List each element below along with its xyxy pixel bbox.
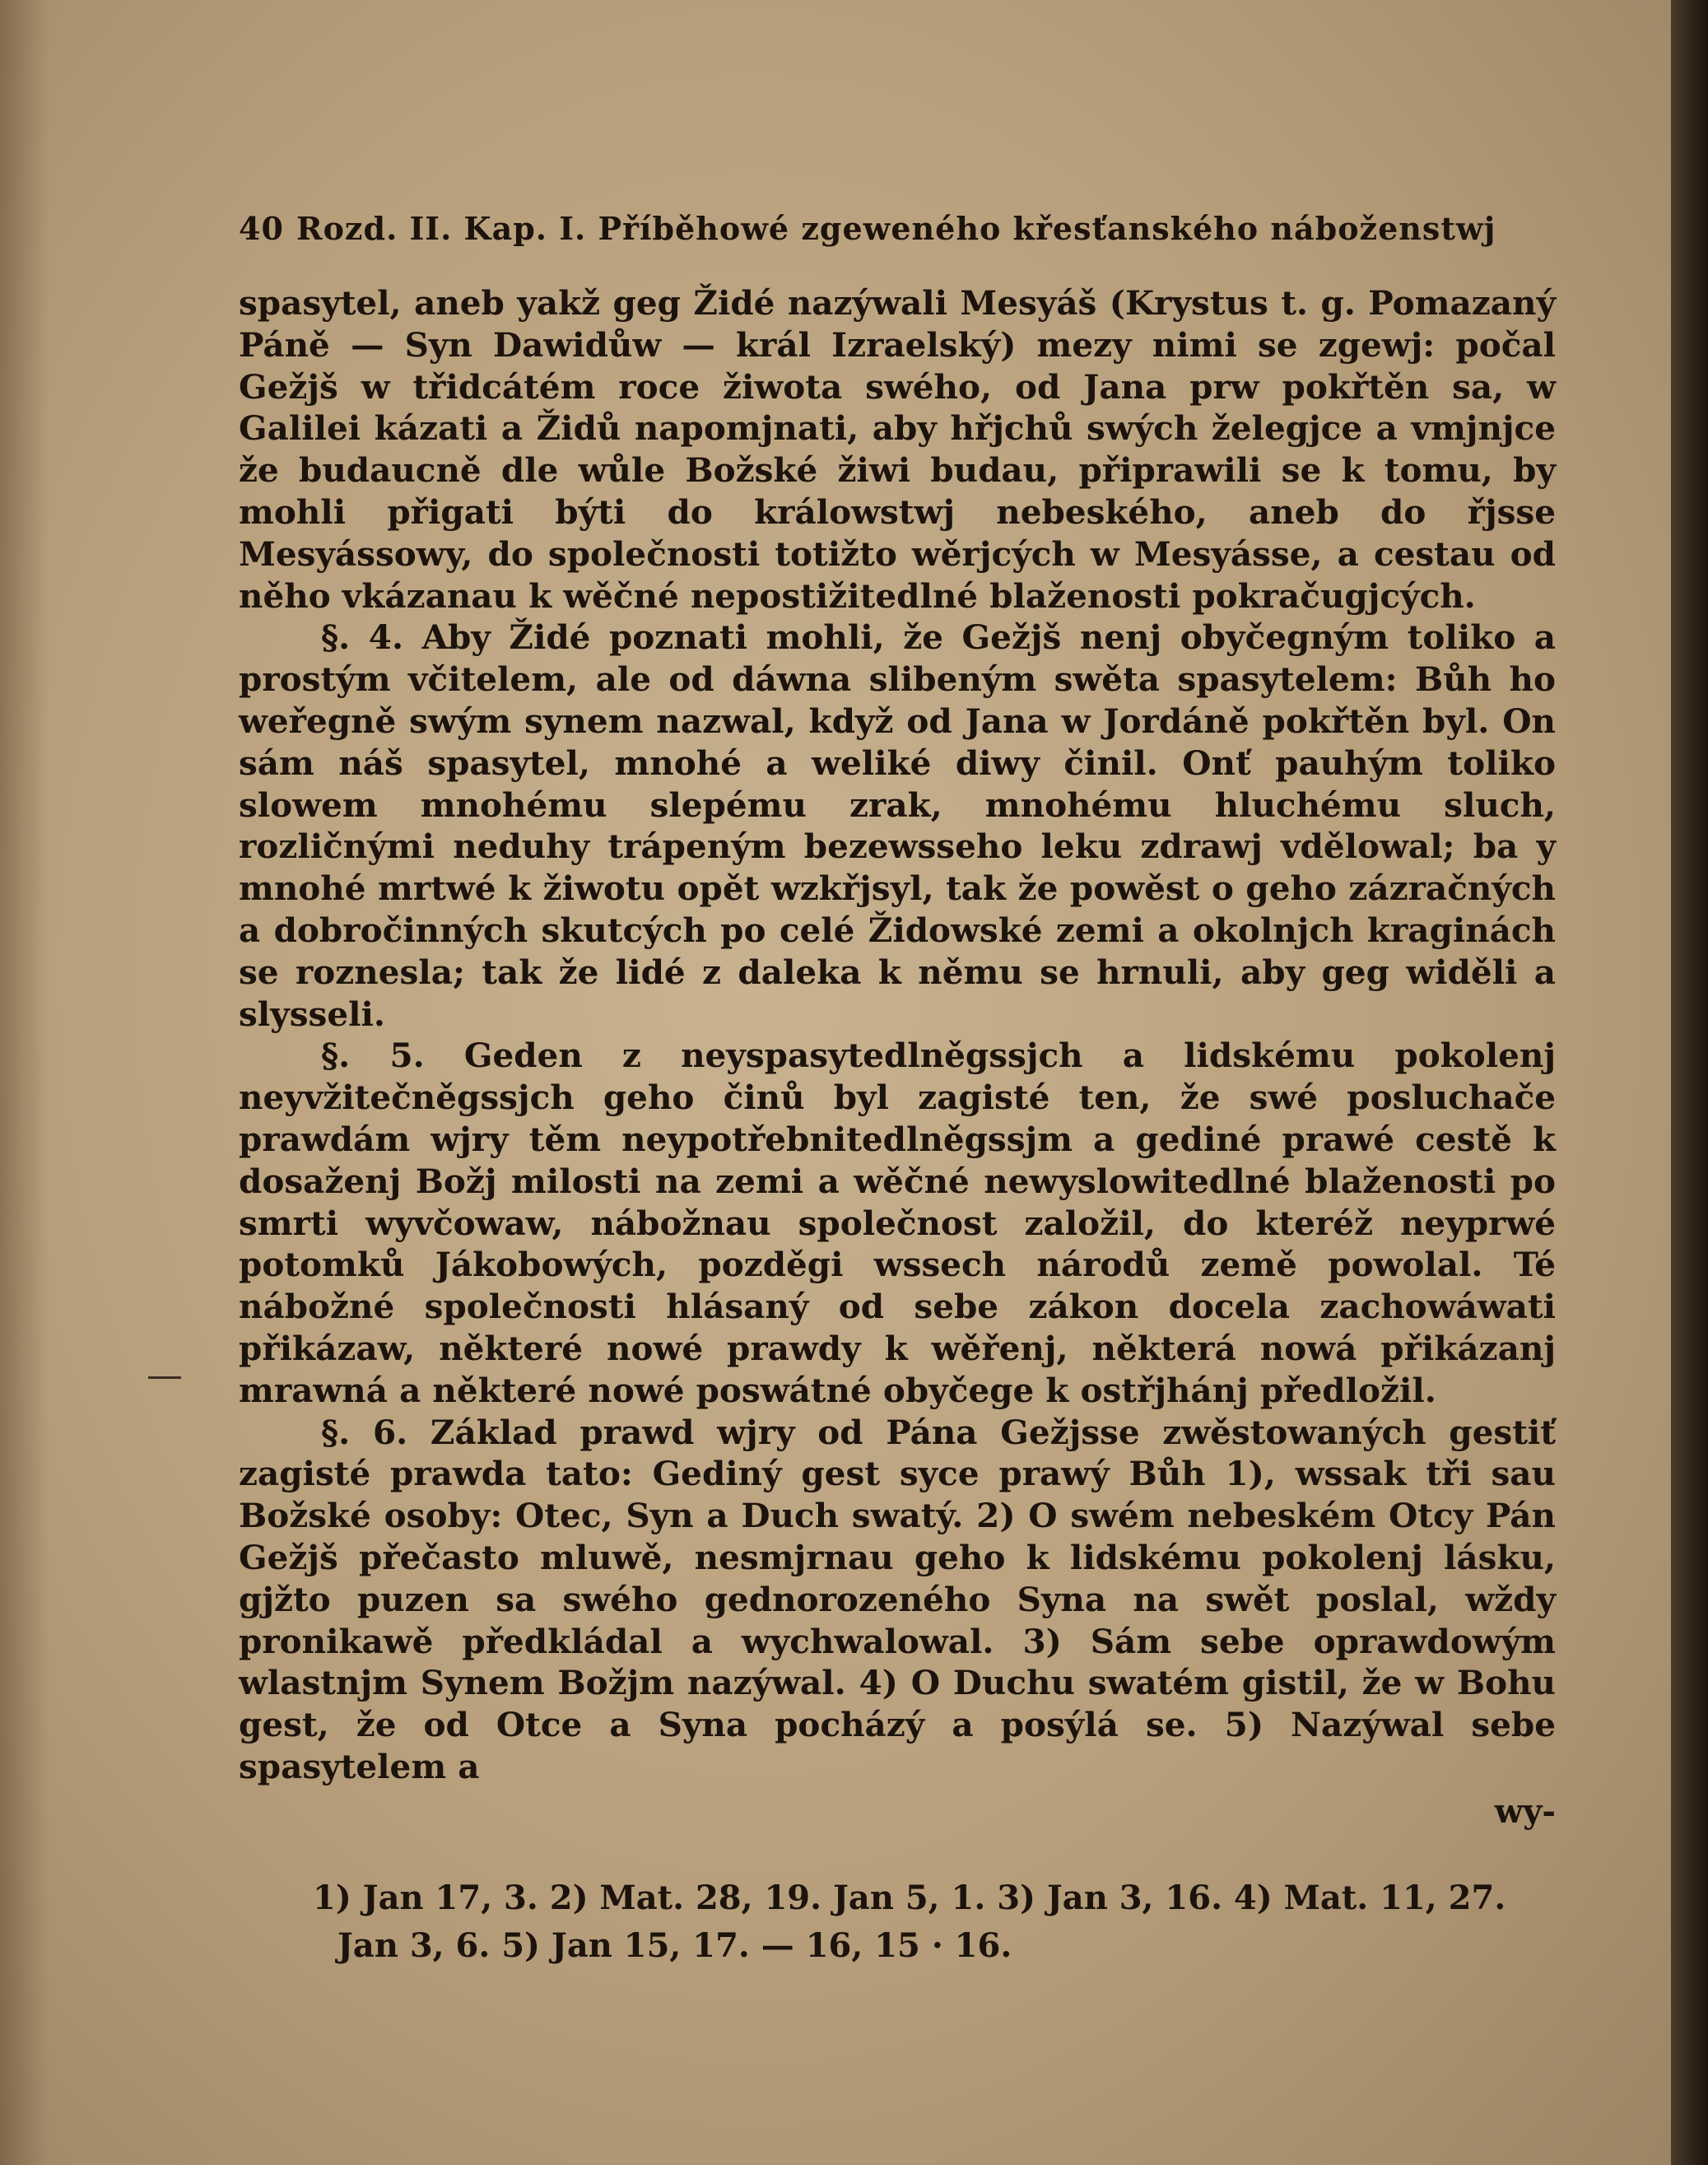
page-edge [1671,0,1708,2165]
paragraph-section-4: §. 4. Aby Židé poznati mohli, že Gežjš nenj obyčegným toliko a prostým včitelem, ale od dáwna slibeným swěta spasytelem: Bůh ho weřegně swým synem nazwal, když od Jana w Jordáně pokřtěn byl. On sám náš spasytel, mnohé a weliké diwy činil. Onť pauhým toliko slowem mnohému slepému zrak, mnohému hluchému sluch, rozličnými neduhy trápeným bezewsseho leku zdrawj vdělowal; ba y mnohé mrtwé k žiwotu opět wzkřjsyl, tak že powěst o geho zázračných a dobročinných skutcých po celé Židowské zemi a okolnjch kraginách se roznesla; tak že lidé z daleka k němu se hrnuli, aby geg widěli a slysseli. [239,617,1556,1034]
text-block [239,210,1556,1970]
gutter-shadow [0,0,49,2165]
paragraph-section-5: §. 5. Geden z neyspasytedlněgssjch a lidskému pokolenj neyvžitečněgssjch geho činů byl zagisté ten, že swé posluchače prawdám wjry těm neypotřebnitedlněgssjm a gediné prawé cestě k dosaženj Božj milosti na zemi a wěčné newyslowitedlné blaženosti po smrti wyvčowaw, nábožnau společnost založil, do kteréž neyprwé potomků Jákobowých, pozděgi wssech národů země powolal. Té nábožné společnosti hlásaný od sebe zákon docela zachowáwati přikázaw, některé nowé prawdy k wěřenj, některá nowá přikázanj mrawná a některé nowé poswátné obyčege k ostřjhánj předložil. [239,1036,1556,1410]
body-text [239,282,1556,1788]
catchword: wy- [1494,1791,1556,1831]
running-head [239,210,1556,268]
paragraph-section-6: §. 6. Základ prawd wjry od Pána Gežjsse zwěstowaných gestiť zagisté prawda tato: Gediný gest syce prawý Bůh 1), wssak tři sau Božské osoby: Otec, Syn a Duch swatý. 2) O swém nebeském Otcy Pán Gežjš přečasto mluwě, nesmjrnau geho k lidskému pokolenj lásku, gjžto puzen sa swého gednorozeného Syna na swět poslal, wždy pronikawě předkládal a wychwalowal. 3) Sám sebe oprawdowým wlastnjm Synem Božjm nazýwal. 4) O Duchu swatém gistil, že w Bohu gest, že od Otce a Syna pocházý a posýlá se. 5) Nazýwal sebe spasytelem a [239,1412,1556,1786]
footnotes [239,1874,1556,1970]
margin-mark [148,1376,181,1379]
page-number: 40 [239,210,284,247]
footnote-line: 1) Jan 17, 3. 2) Mat. 28, 19. Jan 5, 1. 3) Jan 3, 16. 4) Mat. 11, 27. [313,1878,1506,1917]
paragraph-1: spasytel, aneb yakž geg Židé nazýwali Mesyáš (Krystus t. g. Pomazaný Páně — Syn Dawidůw — král Izraelský) mezy nimi se zgewj: počal Gežjš w třidcátém roce žiwota swého, od Jana prw pokřtěn sa, w Galilei kázati a Židů napomjnati, aby hřjchů swých želegjce a vmjnjce že budaucně dle wůle Božské žiwi budau, připrawili se k tomu, by mohli přigati býti do králowstwj nebeského, aneb do řjsse Mesyássowy, do společnosti totižto wěrjcých w Mesyásse, a cestau od něho vkázanau k wěčné nepostižitedlné blaženosti pokračugjcých. [239,283,1556,616]
running-head-title: Rozd. II. Kap. I. Příběhowé zgeweného křesťanského náboženstwj [296,210,1496,247]
footnote-line: Jan 3, 6. 5) Jan 15, 17. — 16, 15 · 16. [337,1925,1012,1965]
